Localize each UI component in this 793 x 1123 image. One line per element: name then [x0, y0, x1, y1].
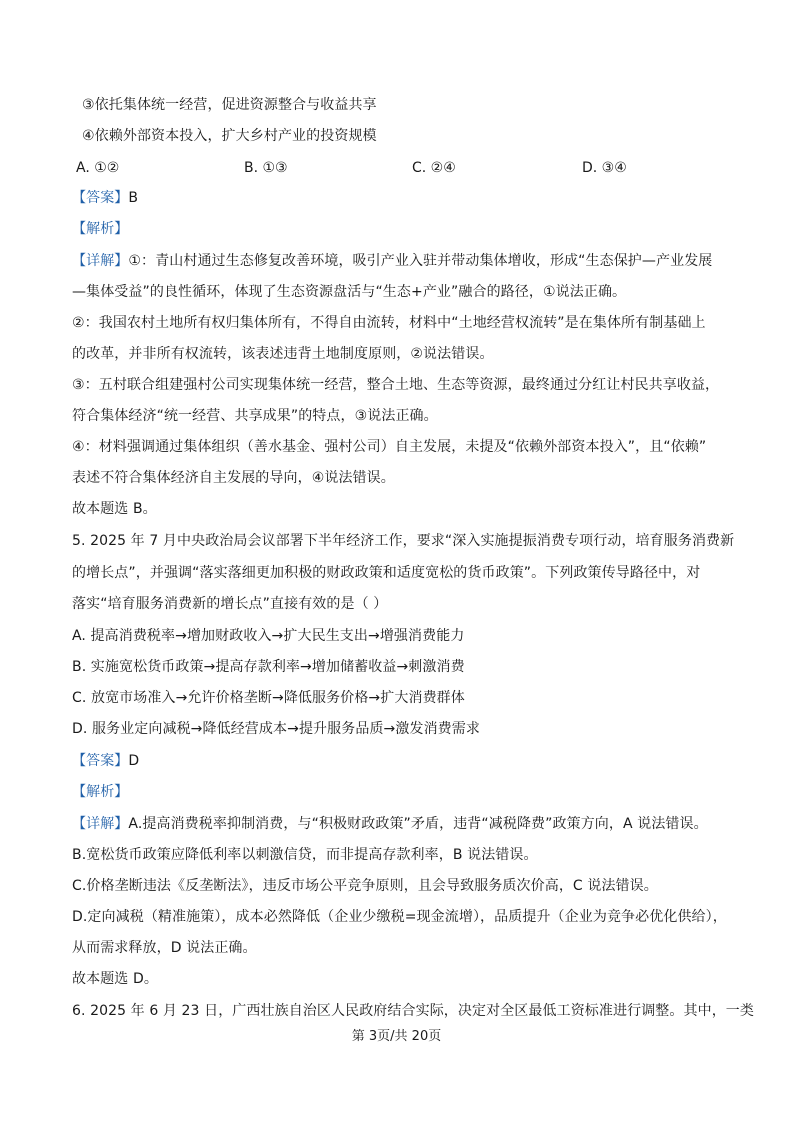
q5-option-c: C. 放宽市场准入→允许价格垄断→降低服务价格→扩大消费群体 [72, 690, 465, 706]
q4-choice-d: D. ③④ [582, 160, 627, 176]
q4-choice-row [72, 158, 692, 178]
q4-answer [72, 188, 138, 208]
q4-analysis-tag [72, 219, 128, 239]
detail-text: ①：青山村通过生态修复改善环境，吸引产业入驻并带动集体增收，形成“生态保护—产业发展 [128, 253, 713, 269]
q5-detail-line: D.定向减税（精准施策），成本必然降低（企业少缴税=现金流增），品质提升（企业为竞争必优化供给）， [72, 909, 727, 925]
page-footer: 第 3页/共 20页 [351, 1029, 442, 1044]
q5-stem-line: 的增长点”，并强调“落实落细更加积极的财政政策和适度宽松的货币政策”。下列政策传导路径中，对 [72, 565, 701, 581]
q4-detail-line [72, 251, 712, 271]
q4-detail-line: ③：五村联合组建强村公司实现集体统一经营，整合土地、生态等资源，最终通过分红让村民共享收益， [72, 377, 720, 393]
q5-detail-line: B.宽松货币政策应降低利率以刺激信贷，而非提高存款利率，B 说法错误。 [72, 847, 538, 863]
q5-detail-line [72, 814, 708, 834]
q4-choice-a: A. ①② [76, 160, 120, 176]
q4-option-4: ④依赖外部资本投入，扩大乡村产业的投资规模 [82, 128, 377, 144]
analysis-tag: 【解析】 [72, 784, 129, 800]
q5-stem-line: 5. 2025 年 7 月中央政治局会议部署下半年经济工作，要求“深入实施提振消费专项行动，培育服务消费新 [72, 533, 735, 549]
q5-option-d: D. 服务业定向减税→降低经营成本→提升服务品质→激发消费需求 [72, 721, 480, 737]
q4-option-3: ③依托集体统一经营，促进资源整合与收益共享 [82, 97, 377, 113]
q5-stem-line: 落实“培育服务消费新的增长点”直接有效的是（ ） [72, 596, 388, 612]
q6-stem-line: 6. 2025 年 6 月 23 日，广西壮族自治区人民政府结合实际，决定对全区最低工资标准进行调整。其中，一类 [72, 1003, 755, 1019]
q4-detail-line: ④：材料强调通过集体组织（善水基金、强村公司）自主发展，未提及“依赖外部资本投入”，且“依赖” [72, 439, 707, 455]
q4-detail-line: 的改革，并非所有权流转，该表述违背土地制度原则，②说法错误。 [72, 346, 494, 362]
q4-choice-c: C. ②④ [412, 160, 456, 176]
answer-value: D [128, 753, 140, 769]
q5-analysis-tag [72, 782, 128, 802]
answer-value: B [128, 190, 139, 206]
q4-detail-line: ②：我国农村土地所有权归集体所有，不得自由流转，材料中“土地经营权流转”是在集体所有制基础上 [72, 315, 706, 331]
q5-answer [72, 751, 139, 771]
detail-tag: 【详解】 [72, 816, 129, 832]
answer-tag: 【答案】 [72, 190, 129, 206]
detail-tag: 【详解】 [72, 253, 129, 269]
q5-detail-line: 从而需求释放，D 说法正确。 [72, 940, 257, 956]
q5-detail-line: C.价格垄断违法《反垄断法》，违反市场公平竞争原则，且会导致服务质次价高，C 说法错误。 [72, 878, 658, 894]
q5-option-b: B. 实施宽松货币政策→提高存款利率→增加储蓄收益→刺激消费 [72, 659, 465, 675]
q4-detail-line: 符合集体经济“统一经营、共享成果”的特点，③说法正确。 [72, 408, 438, 424]
q5-conclusion: 故本题选 D。 [72, 971, 158, 987]
analysis-tag: 【解析】 [72, 221, 129, 237]
q4-conclusion: 故本题选 B。 [72, 501, 157, 517]
detail-text: A.提高消费税率抑制消费，与“积极财政政策”矛盾，违背“减税降费”政策方向，A 说法错误。 [128, 816, 708, 832]
q4-choice-b: B. ①③ [244, 160, 288, 176]
q5-option-a: A. 提高消费税率→增加财政收入→扩大民生支出→增强消费能力 [72, 628, 465, 644]
answer-tag: 【答案】 [72, 753, 129, 769]
q4-detail-line: 表述不符合集体经济自主发展的导向，④说法错误。 [72, 470, 395, 486]
q4-detail-line: —集体受益”的良性循环，体现了生态资源盘活与“生态+产业”融合的路径，①说法正确。 [72, 284, 627, 300]
